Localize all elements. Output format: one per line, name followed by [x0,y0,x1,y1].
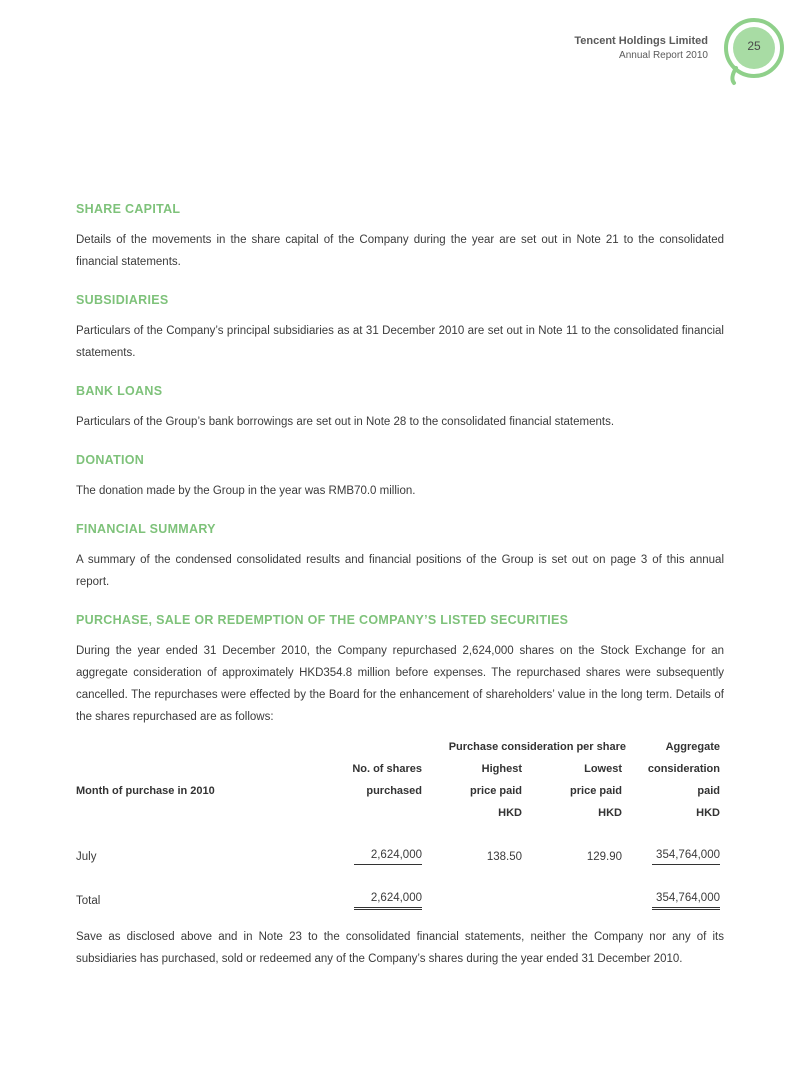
cell-highest: 138.50 [486,851,522,863]
section-body: The donation made by the Group in the year was RMB70.0 million. [76,485,416,497]
col-aggregate-header: paid [697,785,720,797]
col-highest-header: Highest [481,763,522,775]
section-body: Particulars of the Company’s principal subsidiaries as at 31 December 2010 are set out in Note 11 to the consolidated financial statements. [76,325,724,359]
unit-label: HKD [498,807,522,819]
section-body: Details of the movements in the share capital of the Company during the year are set out in Note 21 to the consolidated financial statements. [76,234,724,268]
section-financial-summary [76,522,724,593]
col-lowest-header: Lowest [584,763,622,775]
section-share-capital [76,202,724,273]
repurchase-table [76,736,724,912]
cell-shares: 2,624,000 [354,849,422,865]
company-name: Tencent Holdings Limited [574,35,708,47]
col-lowest-header: price paid [570,785,622,797]
col-aggregate-header: consideration [647,763,720,775]
section-body: During the year ended 31 December 2010, the Company repurchased 2,624,000 shares on the Stock Exchange for an aggregate consideration of approximately HKD354.8 million before expenses. The repurchased shares were subsequently cancelled. The repurchases were effected by the Board for the enhancement of shareholders’ value in the long term. Details of the shares repurchased are as follows: [76,645,724,723]
section-heading: SUBSIDIARIES [76,293,169,307]
col-shares-header: purchased [366,785,422,797]
section-body: Particulars of the Group’s bank borrowings are set out in Note 28 to the consolidated financial statements. [76,416,615,428]
section-repurchase [76,613,724,728]
table-row [76,846,724,868]
unit-label: HKD [696,807,720,819]
total-shares: 2,624,000 [354,892,422,910]
col-shares-header: No. of shares [352,763,422,775]
section-heading: DONATION [76,453,145,467]
col-month-header: Month of purchase in 2010 [76,785,215,797]
table-header-row [76,802,724,824]
section-heading: BANK LOANS [76,384,163,398]
report-content [76,202,724,970]
unit-label: HKD [598,807,622,819]
section-heading: PURCHASE, SALE OR REDEMPTION OF THE COMPANY’S LISTED SECURITIES [76,613,569,627]
section-heading: FINANCIAL SUMMARY [76,522,216,536]
total-label: Total [76,895,101,907]
table-header-row [76,780,724,802]
col-highest-header: price paid [470,785,522,797]
section-subsidiaries [76,293,724,364]
total-aggregate: 354,764,000 [652,892,720,910]
cell-month: July [76,851,97,863]
page-number: 25 [747,39,761,53]
section-bank-loans [76,384,724,433]
section-donation [76,453,724,502]
aggregate-header: Aggregate [665,741,720,753]
report-title: Annual Report 2010 [619,50,708,61]
group-header: Purchase consideration per share [448,741,626,753]
section-heading: SHARE CAPITAL [76,202,181,216]
table-total-row [76,890,724,912]
table-header-row [76,736,724,758]
closing-paragraph: Save as disclosed above and in Note 23 to the consolidated financial statements, neither the Company nor any of its subsidiaries has purchased, sold or redeemed any of the Company’s shares during the year ended 31 December 2010. [76,931,724,965]
cell-lowest: 129.90 [586,851,622,863]
table-header-row [76,758,724,780]
cell-aggregate: 354,764,000 [652,849,720,865]
section-body: A summary of the condensed consolidated results and financial positions of the Group is set out on page 3 of this annual report. [76,554,724,588]
page-header [0,0,800,100]
